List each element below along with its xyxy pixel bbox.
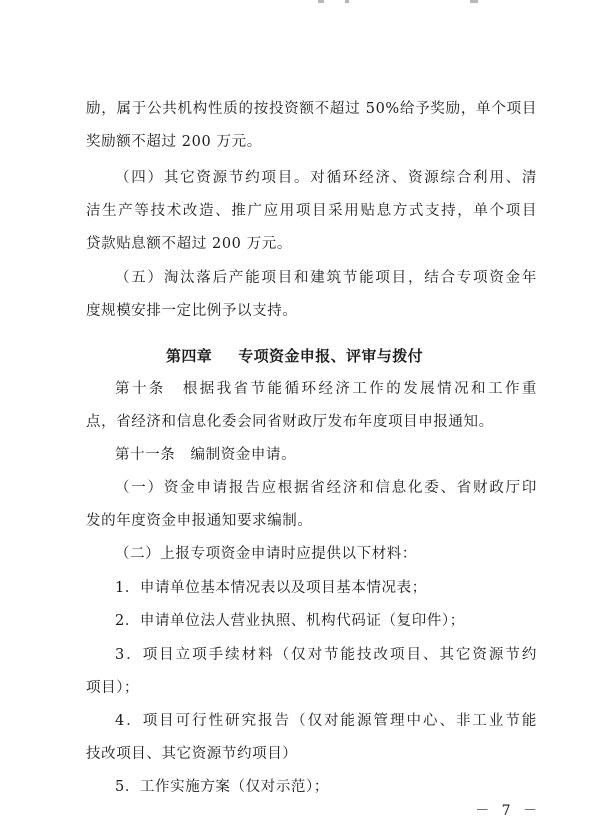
list-item: 5．工作实施方案（仅对示范）； bbox=[115, 779, 329, 795]
list-item: 1．申请单位基本情况表以及项目基本情况表； bbox=[115, 580, 427, 596]
chapter-title: 专项资金申报、评审与拨付 bbox=[238, 347, 423, 365]
text-line: 技改项目、其它资源节约项目） bbox=[86, 746, 298, 762]
text-line: 洁生产等技术改造、推广应用项目采用贴息方式支持，单个项目 bbox=[86, 203, 537, 219]
text-line: （一）资金申请报告应根据省经济和信息化委、省财政厅印 bbox=[115, 480, 537, 496]
text-line: 第十一条 编制资金申请。 bbox=[115, 447, 297, 463]
scan-artifact bbox=[470, 0, 478, 3]
text-line: 点，省经济和信息化委会同省财政厅发布年度项目申报通知。 bbox=[86, 414, 494, 430]
text-line: 发的年度资金申报通知要求编制。 bbox=[86, 513, 313, 529]
chapter-heading bbox=[0, 346, 589, 366]
text-line: （五）淘汰落后产能项目和建筑节能项目，结合专项资金年 bbox=[115, 270, 537, 286]
text-line: 贷款贴息额不超过 200 万元。 bbox=[86, 236, 292, 252]
text-line: （四）其它资源节约项目。对循环经济、资源综合利用、清 bbox=[115, 170, 537, 186]
scan-artifact bbox=[318, 0, 324, 3]
text-line: 奖励额不超过 200 万元。 bbox=[86, 134, 262, 150]
list-item: 2．申请单位法人营业执照、机构代码证（复印件）； bbox=[115, 613, 465, 629]
text-line: 项目）； bbox=[86, 680, 140, 696]
page-number: － 7 － bbox=[475, 803, 541, 819]
chapter-number: 第四章 bbox=[165, 347, 213, 365]
list-item: 3．项目立项手续材料（仅对节能技改项目、其它资源节约 bbox=[115, 647, 537, 663]
text-line: 第十条 根据我省节能循环经济工作的发展情况和工作重 bbox=[115, 381, 537, 397]
list-item: 4．项目可行性研究报告（仅对能源管理中心、非工业节能 bbox=[115, 713, 537, 729]
text-line: 度规模安排一定比例予以支持。 bbox=[86, 303, 298, 319]
text-line: （二）上报专项资金申请时应提供以下材料： bbox=[115, 546, 417, 562]
text-line: 励，属于公共机构性质的按投资额不超过 50%给予奖励，单个项目 bbox=[86, 101, 537, 117]
scan-artifact bbox=[345, 0, 349, 3]
